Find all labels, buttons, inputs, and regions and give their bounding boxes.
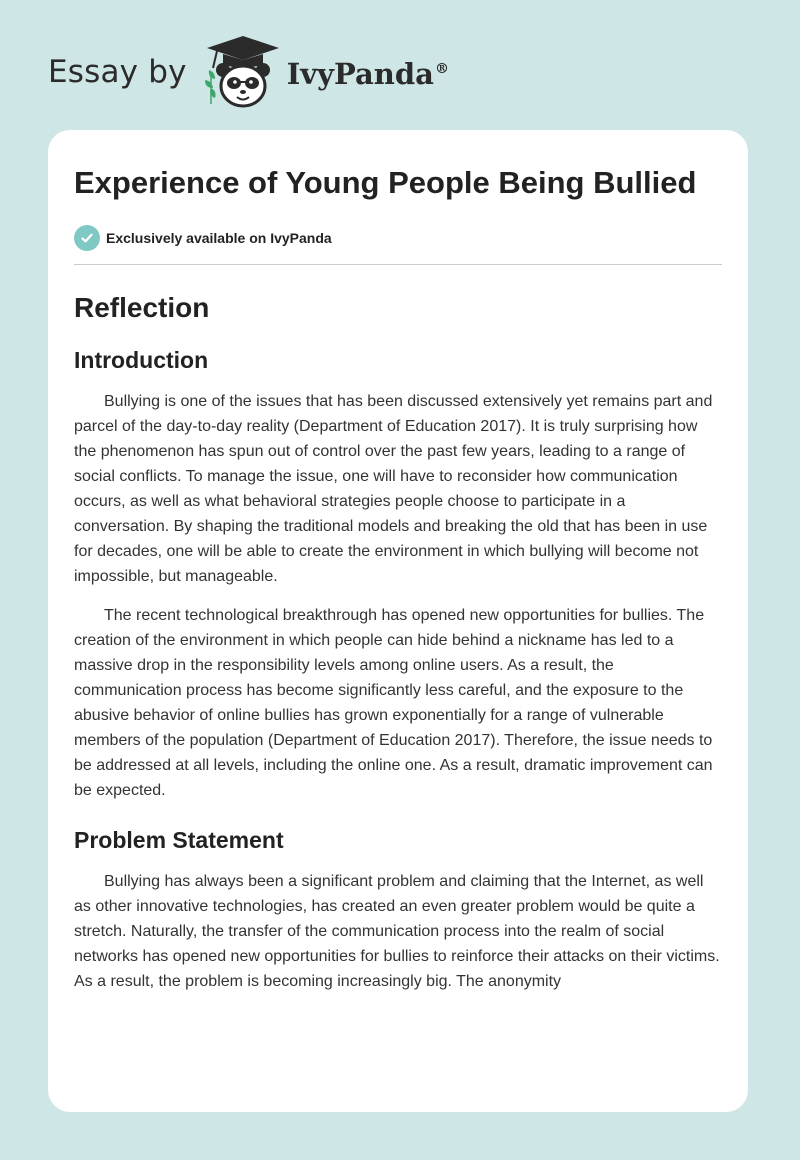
registered-mark: ® (434, 61, 449, 78)
section-heading: Reflection (74, 292, 210, 323)
paragraph: Bullying is one of the issues that has been discussed extensively yet remains part and parcel of the day-to-day reality (Department of Education 2017). It is truly surprising how the phenomenon has spun out of control over the past few years, leading to a range of social conflicts. To manage the issue, one will have to reconsider how communication occurs, as well as what behavioral strategies people choose to participate in a conversation. By shaping the traditional models and breaking the old that has been in use for decades, one will be able to create the environment in which bullying will become not impossible, but manageable. (74, 393, 713, 585)
panda-graduate-logo-icon[interactable] (199, 34, 285, 110)
essay-card (48, 130, 748, 1112)
essay-by-label: Essay by (48, 54, 187, 90)
essay-content (48, 130, 748, 994)
paragraph: The recent technological breakthrough has opened new opportunities for bullies. The creation of the environment in which people can hide behind a nickname has led to a massive drop in the responsibility levels among online users. As a result, the communication process has become significantly less careful, and the exposure to the abusive behavior of online bullies has grown exponentially for a range of vulnerable members of the population (Department of Education 2017). Therefore, the issue needs to be addressed at all levels, including the online one. As a result, dramatic improvement can be expected. (74, 607, 713, 799)
page-title: Experience of Young People Being Bullied (74, 165, 697, 200)
brand-name-text: IvyPanda (286, 57, 434, 91)
availability-badge (74, 224, 722, 252)
title-divider (74, 264, 722, 265)
check-circle-icon (74, 225, 100, 251)
brand-name[interactable] (287, 57, 449, 91)
site-header (48, 34, 449, 110)
subsection-heading-problem-statement: Problem Statement (74, 827, 284, 853)
availability-text: Exclusively available on IvyPanda (106, 230, 332, 246)
subsection-heading-introduction: Introduction (74, 347, 209, 373)
paragraph: Bullying has always been a significant problem and claiming that the Internet, as well as other innovative technologies, has created an even greater problem would be quite a stretch. Naturally, the transfer of the communication process into the realm of social networks has opened new opportunities for bullies to reinforce their attacks on their victims. As a result, the problem is becoming increasingly big. The anonymity (74, 873, 720, 990)
